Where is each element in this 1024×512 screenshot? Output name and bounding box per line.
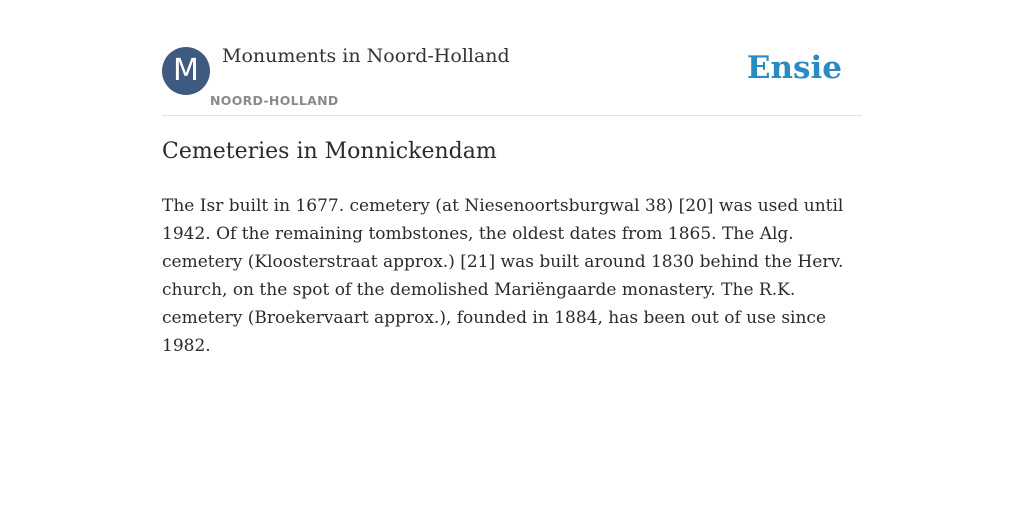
ensie-logo[interactable]: Ensie xyxy=(746,50,842,86)
category-link[interactable]: NOORD-HOLLAND xyxy=(210,93,339,108)
collection-title-link[interactable]: Monuments in Noord-Holland xyxy=(222,45,510,67)
article-title: Cemeteries in Monnickendam xyxy=(162,139,497,164)
article-body: The Isr built in 1677. cemetery (at Niesenoortsburgwal 38) [20] was used until 1942. Of the remaining tombstones, the oldest dates from 1865. The Alg. cemetery (Kloosterstraat approx.) [21] was built around 1830 behind the Herv. church, on the spot of the demolished Mariëngaarde monastery. The R.K. cemetery (Broekervaart approx.), founded in 1884, has been out of use since 1982. xyxy=(162,196,844,356)
header xyxy=(162,40,862,116)
avatar: M xyxy=(162,47,210,95)
